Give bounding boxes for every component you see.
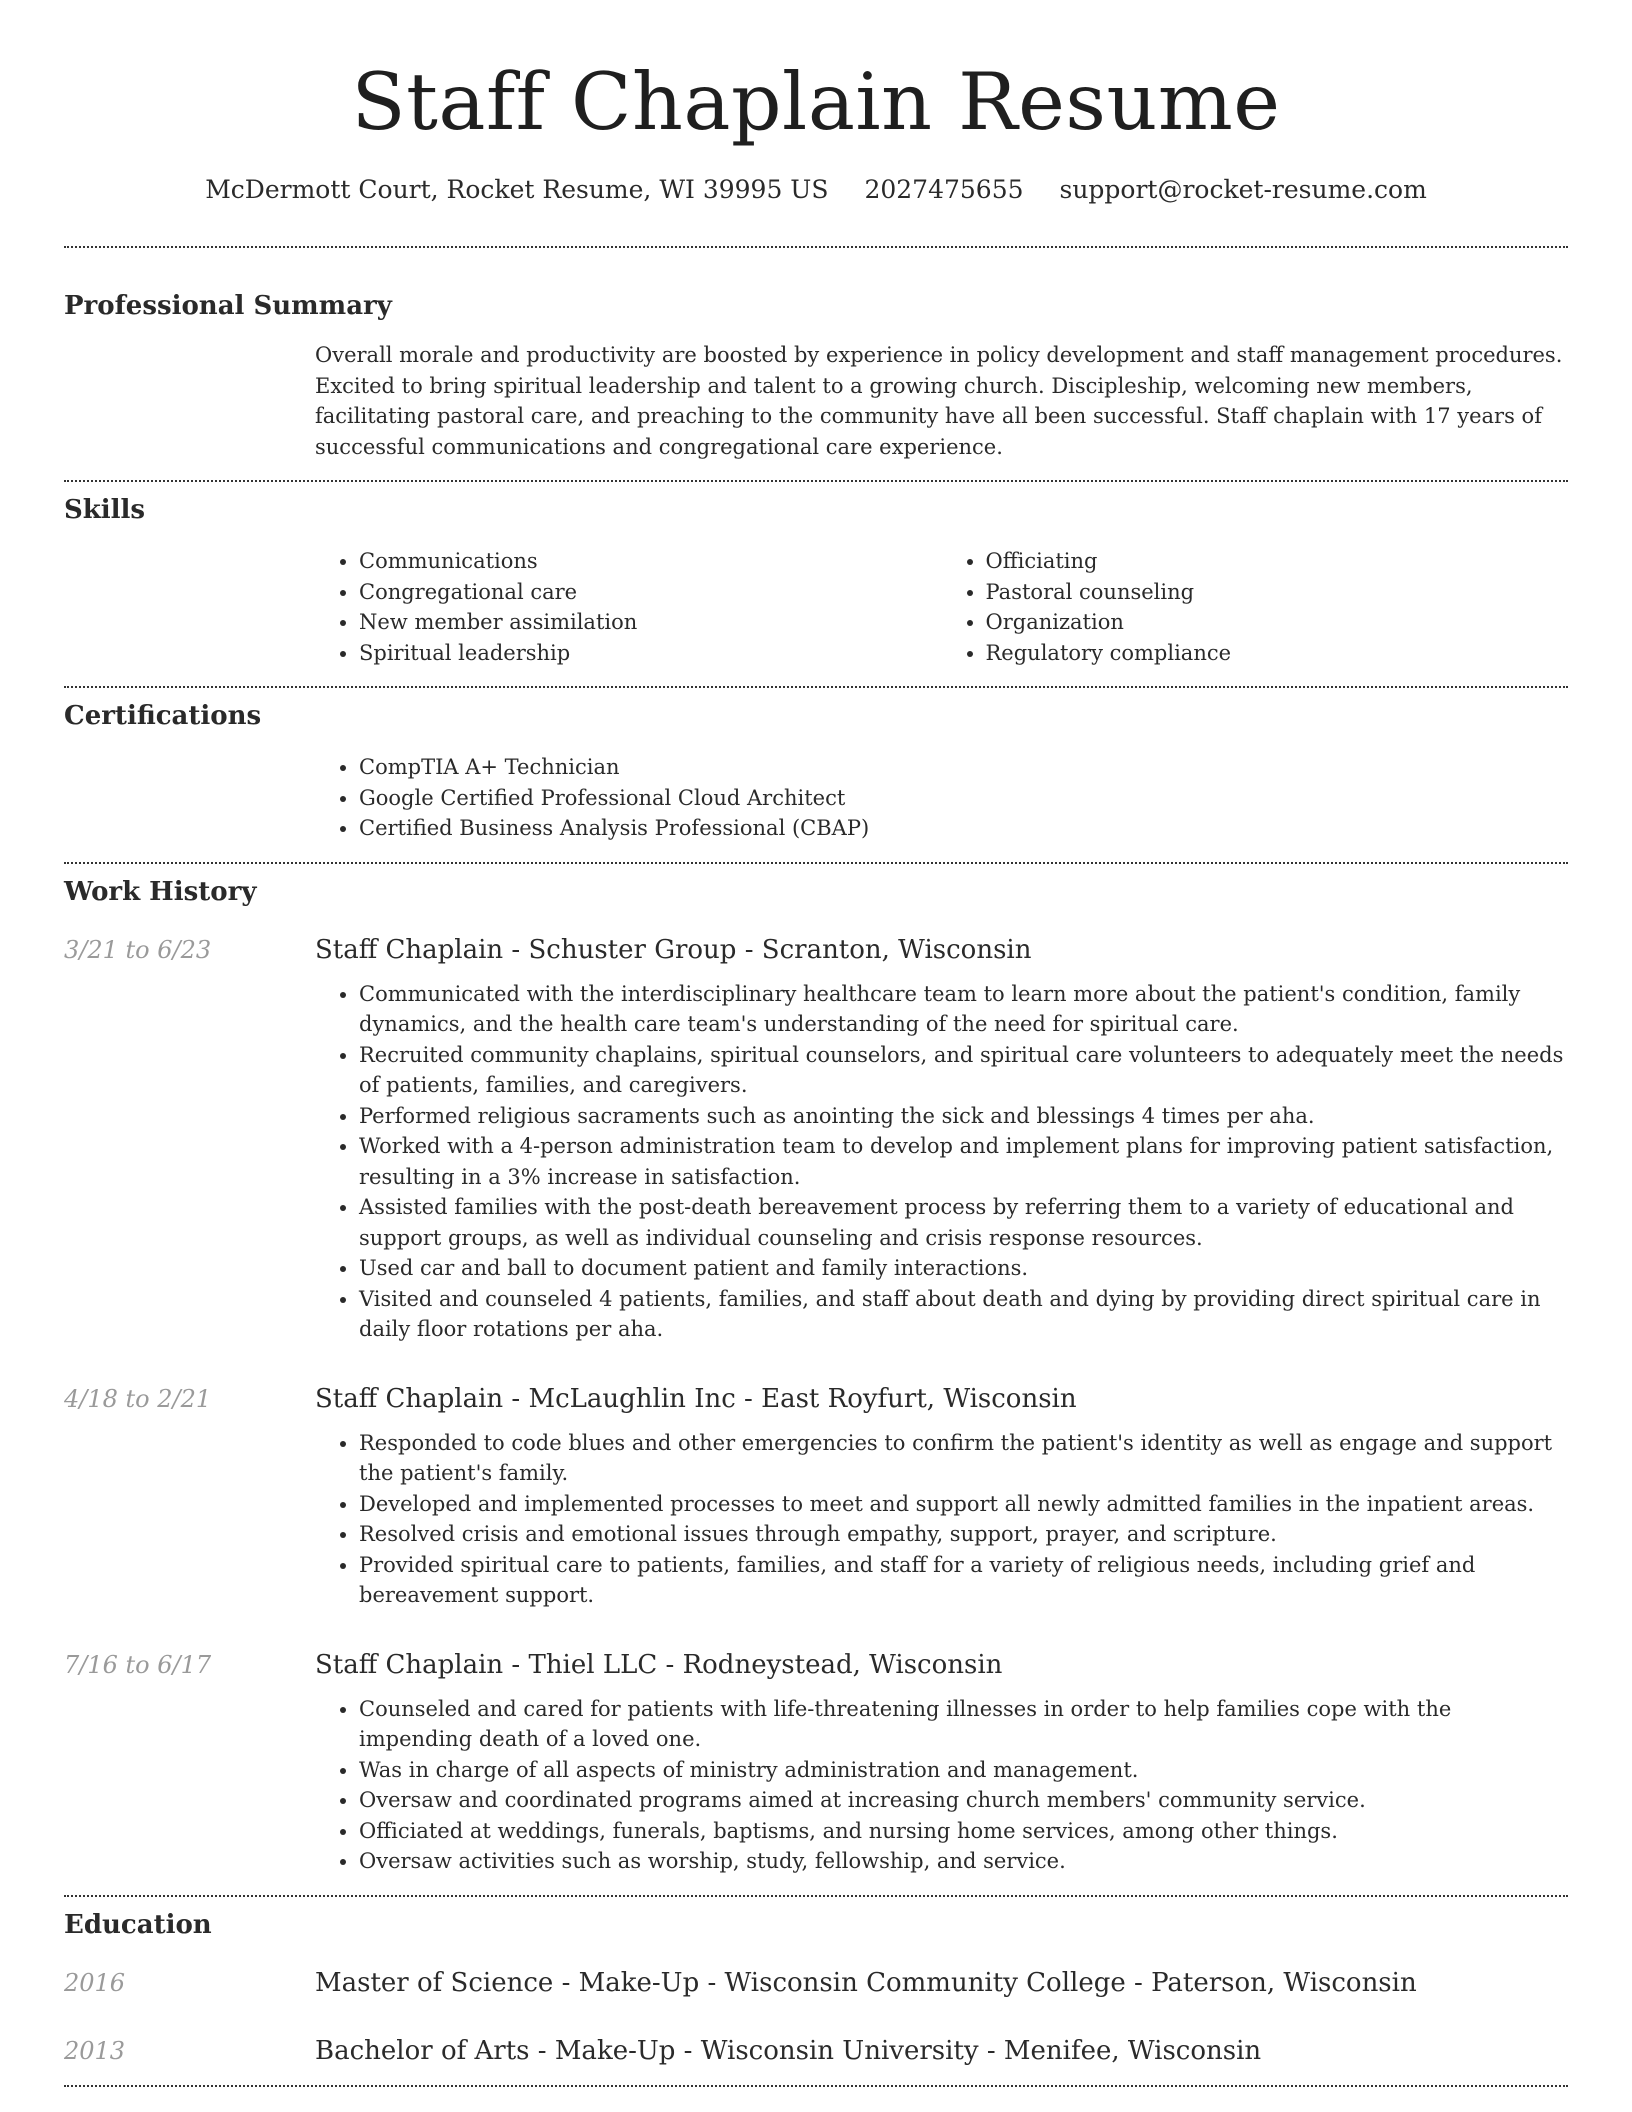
job-entry [64, 1647, 1568, 1877]
education-year: 2013 [64, 2036, 126, 2065]
divider [64, 862, 1568, 864]
divider [64, 246, 1568, 248]
contact-phone: 2027475655 [864, 175, 1024, 204]
job-bullet: • Counseled and cared for patients with life-threatening illnesses in order to help families cope with the impending death of a loved one. [359, 1694, 1568, 1755]
job-bullet: • Oversaw and coordinated programs aimed at increasing church members' community service. [359, 1785, 1568, 1816]
skills-section [64, 492, 1568, 668]
divider [64, 2085, 1568, 2087]
skill-item: • Spiritual leadership [359, 638, 942, 669]
contact-email: support@rocket-resume.com [1059, 175, 1427, 204]
job-bullet: • Responded to code blues and other emergencies to confirm the patient's identity as well as engage and support the patient's family. [359, 1428, 1568, 1489]
job-title: Staff Chaplain - Schuster Group - Scranton, Wisconsin [315, 934, 1032, 965]
skill-item: • New member assimilation [359, 607, 942, 638]
job-bullet: • Officiated at weddings, funerals, baptisms, and nursing home services, among other things. [359, 1816, 1568, 1847]
divider [64, 480, 1568, 482]
skill-item: • Organization [986, 607, 1569, 638]
job-bullet: • Used car and ball to document patient and family interactions. [359, 1253, 1568, 1284]
work-history-section [64, 874, 1568, 1877]
job-dates: 3/21 to 6/23 [64, 935, 212, 964]
skills-list-right [942, 546, 1569, 668]
education-section [64, 1907, 1568, 2069]
education-degree: Master of Science - Make-Up - Wisconsin Community College - Paterson, Wisconsin [315, 1967, 1417, 1998]
certifications-body [315, 752, 1568, 844]
job-bullet: • Was in charge of all aspects of ministry administration and management. [359, 1755, 1568, 1786]
job-dates: 7/16 to 6/17 [64, 1650, 212, 1679]
job-bullets [315, 979, 1568, 1345]
divider [64, 686, 1568, 688]
skill-item: • Regulatory compliance [986, 638, 1569, 669]
certifications-section [64, 698, 1568, 844]
job-dates: 4/18 to 2/21 [64, 1384, 212, 1413]
job-bullet: • Communicated with the interdisciplinary healthcare team to learn more about the patient's condition, family dynamics, and the health care team's understanding of the need for spiritual care. [359, 979, 1568, 1040]
education-entry [64, 2033, 1568, 2069]
certification-item: • Google Certified Professional Cloud Architect [359, 783, 1568, 814]
certifications-list [315, 752, 1568, 844]
education-degree: Bachelor of Arts - Make-Up - Wisconsin University - Menifee, Wisconsin [315, 2035, 1262, 2066]
job-bullets [315, 1694, 1568, 1877]
job-bullet: • Visited and counseled 4 patients, families, and staff about death and dying by providing direct spiritual care in daily floor rotations per aha. [359, 1284, 1568, 1345]
job-bullet: • Resolved crisis and emotional issues through empathy, support, prayer, and scripture. [359, 1519, 1568, 1550]
section-heading: Education [64, 1909, 212, 1940]
section-heading: Work History [64, 876, 257, 907]
divider [64, 1895, 1568, 1897]
job-entry [64, 1381, 1568, 1611]
job-bullet: • Provided spiritual care to patients, families, and staff for a variety of religious needs, including grief and bereavement support. [359, 1550, 1568, 1611]
skills-list-left [315, 546, 942, 668]
job-bullet: • Recruited community chaplains, spiritual counselors, and spiritual care volunteers to adequately meet the needs of patients, families, and caregivers. [359, 1040, 1568, 1101]
skill-item: • Communications [359, 546, 942, 577]
job-bullet: • Oversaw activities such as worship, study, fellowship, and service. [359, 1846, 1568, 1877]
job-bullet: • Performed religious sacraments such as anointing the sick and blessings 4 times per aha. [359, 1101, 1568, 1132]
job-title: Staff Chaplain - Thiel LLC - Rodneystead, Wisconsin [315, 1649, 1003, 1680]
contact-line [64, 172, 1568, 208]
section-heading: Certifications [64, 701, 262, 731]
certification-item: • CompTIA A+ Technician [359, 752, 1568, 783]
skill-item: • Officiating [986, 546, 1569, 577]
skill-item: • Pastoral counseling [986, 577, 1569, 608]
skills-grid [315, 546, 1568, 668]
skill-item: • Congregational care [359, 577, 942, 608]
summary-text: Overall morale and productivity are boosted by experience in policy development and staff management procedures. Excited to bring spiritual leadership and talent to a growing church. Discipleship, welcoming new members, facilitating pastoral care, and preaching to the community have all been successful. Staff chaplain with 17 years of successful communications and congregational care experience. [315, 343, 1563, 459]
education-year: 2016 [64, 1968, 126, 1997]
section-heading: Skills [64, 495, 146, 525]
certification-item: • Certified Business Analysis Professional (CBAP) [359, 813, 1568, 844]
contact-address: McDermott Court, Rocket Resume, WI 39995 US [205, 175, 829, 204]
page-title: Staff Chaplain Resume [351, 56, 1281, 148]
job-bullet: • Assisted families with the post-death bereavement process by referring them to a variety of educational and support groups, as well as individual counseling and crisis response resources. [359, 1192, 1568, 1253]
job-bullet: • Developed and implemented processes to meet and support all newly admitted families in the inpatient areas. [359, 1489, 1568, 1520]
job-bullet: • Worked with a 4-person administration team to develop and implement plans for improving patient satisfaction, resulting in a 3% increase in satisfaction. [359, 1131, 1568, 1192]
education-entry [64, 1965, 1568, 2001]
resume-page [64, 0, 1568, 2087]
job-entry [64, 932, 1568, 1345]
summary-section [64, 288, 1568, 462]
job-bullets [315, 1428, 1568, 1611]
section-heading: Professional Summary [64, 291, 392, 321]
job-title: Staff Chaplain - McLaughlin Inc - East Royfurt, Wisconsin [315, 1383, 1077, 1414]
